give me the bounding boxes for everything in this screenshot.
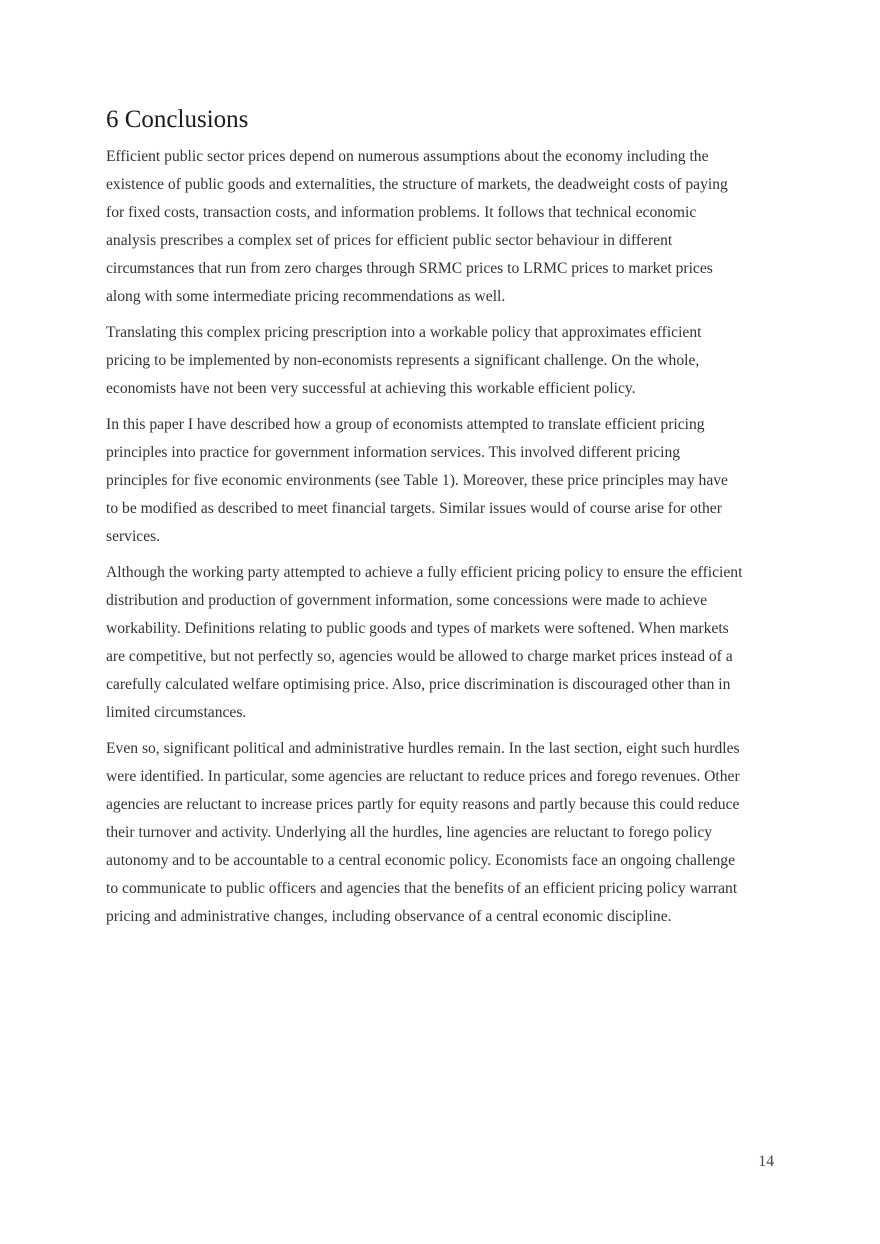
paragraph-3: [106, 411, 776, 551]
text-line: economists have not been very successful at achieving this workable efficient policy.: [106, 380, 636, 397]
section-heading: 6 Conclusions: [106, 106, 249, 133]
text-line: Although the working party attempted to achieve a fully efficient pricing policy to ensure the efficient: [106, 564, 743, 581]
text-line: principles for five economic environments (see Table 1). Moreover, these price principles may have: [106, 472, 728, 489]
text-line: pricing to be implemented by non-economists represents a significant challenge. On the whole,: [106, 352, 700, 369]
text-line: Translating this complex pricing prescription into a workable policy that approximates efficient: [106, 324, 702, 341]
paragraph-4: [106, 559, 776, 727]
paragraph-5: [106, 735, 776, 931]
text-line: carefully calculated welfare optimising price. Also, price discrimination is discouraged other than in: [106, 676, 731, 693]
text-line: pricing and administrative changes, including observance of a central economic discipline.: [106, 908, 672, 925]
text-line: their turnover and activity. Underlying all the hurdles, line agencies are reluctant to forego policy: [106, 824, 713, 841]
text-line: distribution and production of government information, some concessions were made to achieve: [106, 592, 708, 609]
text-line: analysis prescribes a complex set of prices for efficient public sector behaviour in different: [106, 232, 673, 249]
text-line: are competitive, but not perfectly so, agencies would be allowed to charge market prices instead of a: [106, 648, 733, 665]
text-line: In this paper I have described how a group of economists attempted to translate efficient pricing: [106, 416, 705, 433]
text-line: to be modified as described to meet financial targets. Similar issues would of course arise for other: [106, 500, 722, 517]
text-line: autonomy and to be accountable to a central economic policy. Economists face an ongoing challenge: [106, 852, 736, 869]
text-line: Efficient public sector prices depend on numerous assumptions about the economy including the: [106, 148, 709, 165]
text-line: agencies are reluctant to increase prices partly for equity reasons and partly because this could reduce: [106, 796, 740, 813]
text-line: principles into practice for government information services. This involved different pricing: [106, 444, 681, 461]
text-line: Even so, significant political and administrative hurdles remain. In the last section, eight such hurdles: [106, 740, 740, 757]
body-text: [106, 143, 776, 939]
text-line: for fixed costs, transaction costs, and information problems. It follows that technical economic: [106, 204, 697, 221]
text-line: circumstances that run from zero charges through SRMC prices to LRMC prices to market prices: [106, 260, 713, 277]
text-line: along with some intermediate pricing recommendations as well.: [106, 288, 506, 305]
text-line: were identified. In particular, some agencies are reluctant to reduce prices and forego revenues. Other: [106, 768, 740, 785]
paragraph-2: [106, 319, 776, 403]
text-line: to communicate to public officers and agencies that the benefits of an efficient pricing policy warrant: [106, 880, 738, 897]
page-number: 14: [758, 1153, 774, 1170]
text-line: limited circumstances.: [106, 704, 247, 721]
paragraph-1: [106, 143, 776, 311]
text-line: workability. Definitions relating to public goods and types of markets were softened. When markets: [106, 620, 729, 637]
text-line: existence of public goods and externalities, the structure of markets, the deadweight costs of paying: [106, 176, 728, 193]
text-line: services.: [106, 528, 161, 545]
